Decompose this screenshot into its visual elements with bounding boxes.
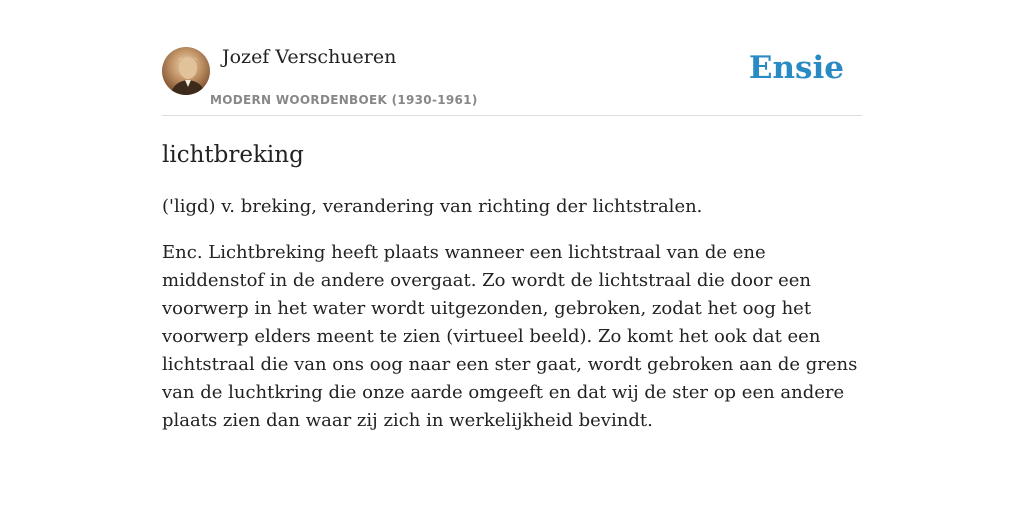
source-label[interactable]: MODERN WOORDENBOEK (1930-1961) [210, 93, 478, 107]
brand-logo[interactable]: Ensie [748, 50, 844, 86]
entry-definition: ('ligd) v. breking, verandering van richting der lichtstralen. [162, 196, 703, 217]
entry-encyclopedia-text: Enc. Lichtbreking heeft plaats wanneer een lichtstraal van de ene middenstof in de andere overgaat. Zo wordt de lichtstraal die door een voorwerp in het water wordt uitgezonden, gebroken, zodat het oog het voorwerp elders meent te zien (virtueel beeld). Zo komt het ook dat een lichtstraal die van ons oog naar een ster gaat, wordt gebroken aan de grens van de luchtkring die onze aarde omgeeft en dat wij de ster op een andere plaats zien dan waar zij zich in werkelijkheid bevindt. [162, 242, 858, 431]
content-area [162, 40, 862, 435]
author-name[interactable]: Jozef Verschueren [222, 46, 397, 68]
header [162, 40, 862, 116]
portrait-image [162, 47, 210, 95]
author-avatar[interactable] [162, 47, 210, 95]
entry-title: lichtbreking [162, 142, 304, 168]
